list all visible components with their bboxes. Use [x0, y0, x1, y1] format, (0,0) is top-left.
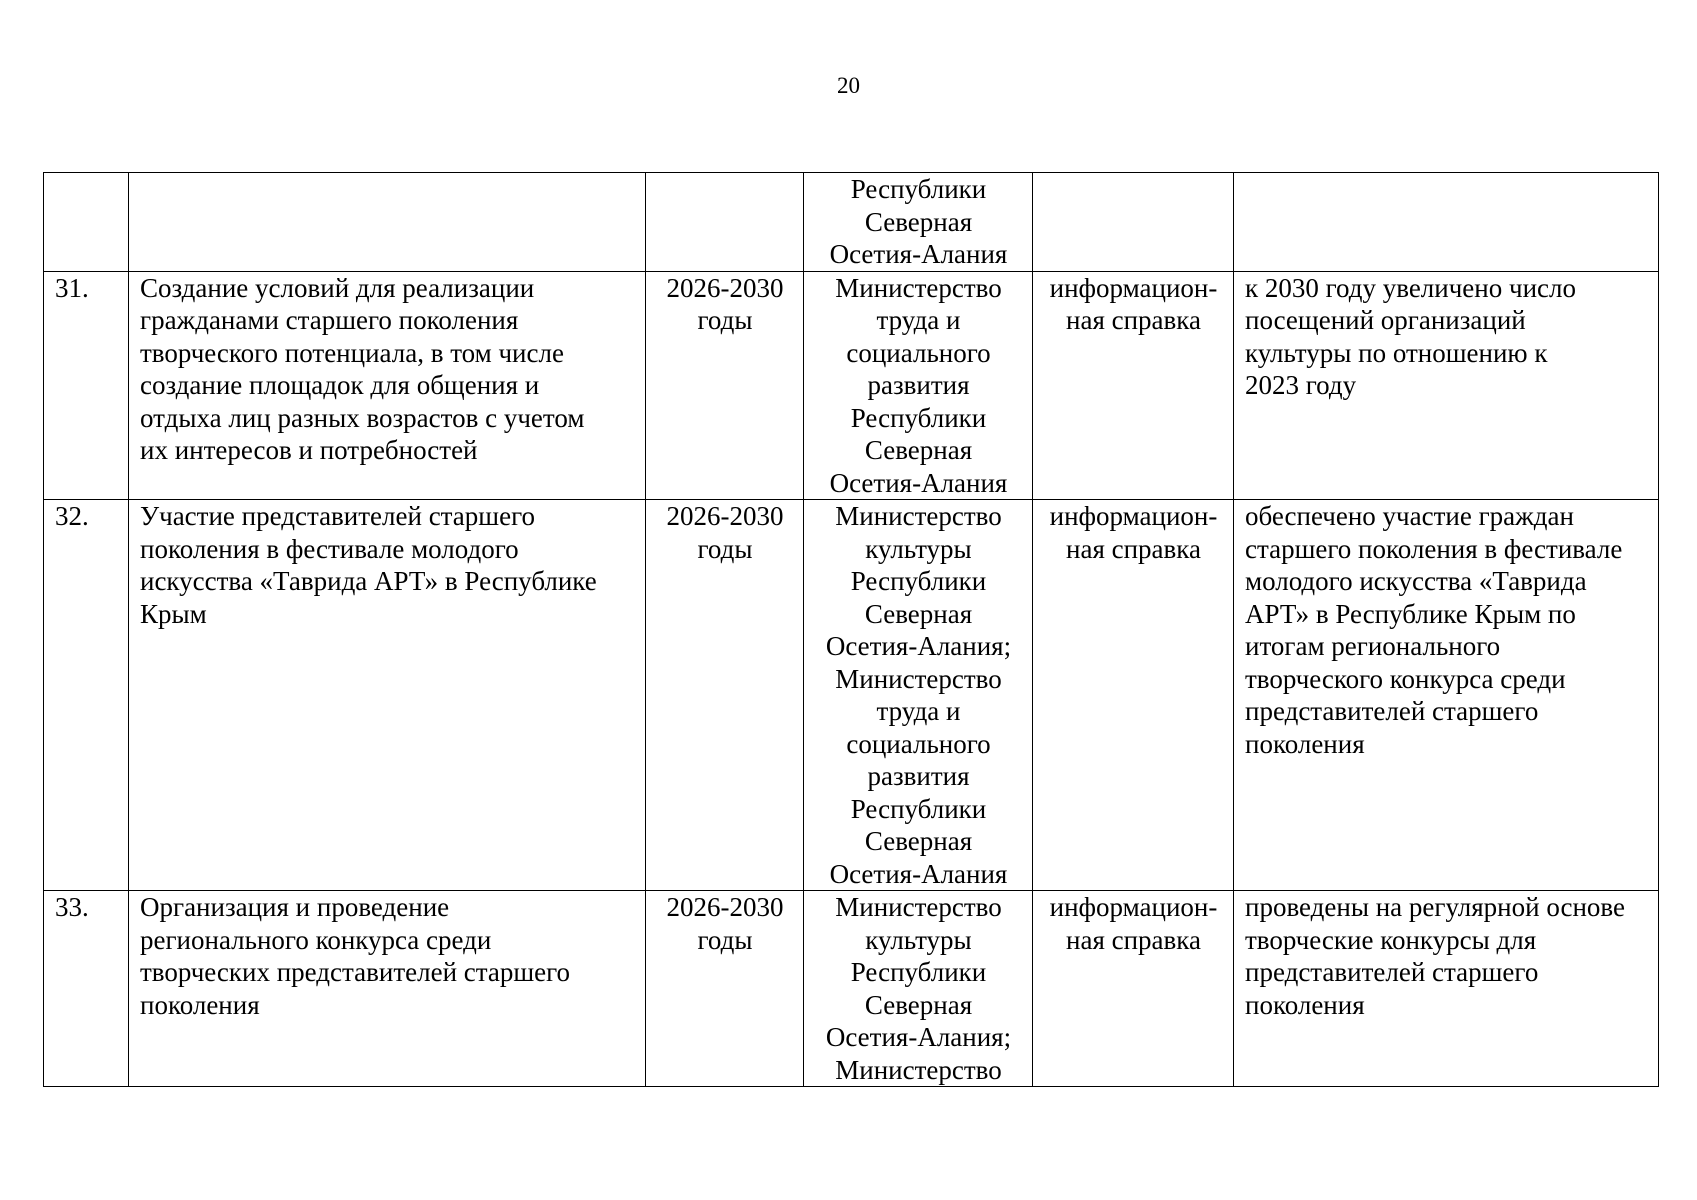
event-cell: Организация и проведение регионального конкурса среди творческих представителей старшего поколения [129, 891, 646, 1087]
event-cell: Создание условий для реализации гражданами старшего поколения творческого потенциала, в том числе создание площадок для общения и отдыха лиц разных возрастов с учетом их интересов и потребностей [129, 271, 646, 500]
document-cell: информацион- ная справка [1033, 891, 1234, 1087]
result-cell: к 2030 году увеличено число посещений организаций культуры по отношению к 2023 году [1234, 271, 1659, 500]
measures-table [43, 172, 1659, 1087]
result-cell [1234, 173, 1659, 272]
responsible-cell: Министерство культуры Республики Северная Осетия-Алания; Министерство [804, 891, 1033, 1087]
result-cell: проведены на регулярной основе творческие конкурсы для представителей старшего поколения [1234, 891, 1659, 1087]
row-number: 32. [44, 500, 129, 891]
row-number: 31. [44, 271, 129, 500]
row-number: 33. [44, 891, 129, 1087]
document-cell [1033, 173, 1234, 272]
term-cell: 2026-2030 годы [646, 500, 804, 891]
table-row [44, 173, 1659, 272]
row-number [44, 173, 129, 272]
result-cell: обеспечено участие граждан старшего поколения в фестивале молодого искусства «Таврида АРТ» в Республике Крым по итогам регионального творческого конкурса среди представителей старшего поколения [1234, 500, 1659, 891]
page-number: 20 [837, 73, 860, 98]
document-cell: информацион- ная справка [1033, 271, 1234, 500]
table-row [44, 891, 1659, 1087]
responsible-cell: Министерство труда и социального развития Республики Северная Осетия-Алания [804, 271, 1033, 500]
responsible-cell: Министерство культуры Республики Северная Осетия-Алания; Министерство труда и социального развития Республики Северная Осетия-Алания [804, 500, 1033, 891]
term-cell: 2026-2030 годы [646, 891, 804, 1087]
event-cell: Участие представителей старшего поколения в фестивале молодого искусства «Таврида АРТ» в Республике Крым [129, 500, 646, 891]
term-cell [646, 173, 804, 272]
event-cell [129, 173, 646, 272]
document-cell: информацион- ная справка [1033, 500, 1234, 891]
responsible-cell: Республики Северная Осетия-Алания [804, 173, 1033, 272]
table-row [44, 500, 1659, 891]
term-cell: 2026-2030 годы [646, 271, 804, 500]
table-row [44, 271, 1659, 500]
